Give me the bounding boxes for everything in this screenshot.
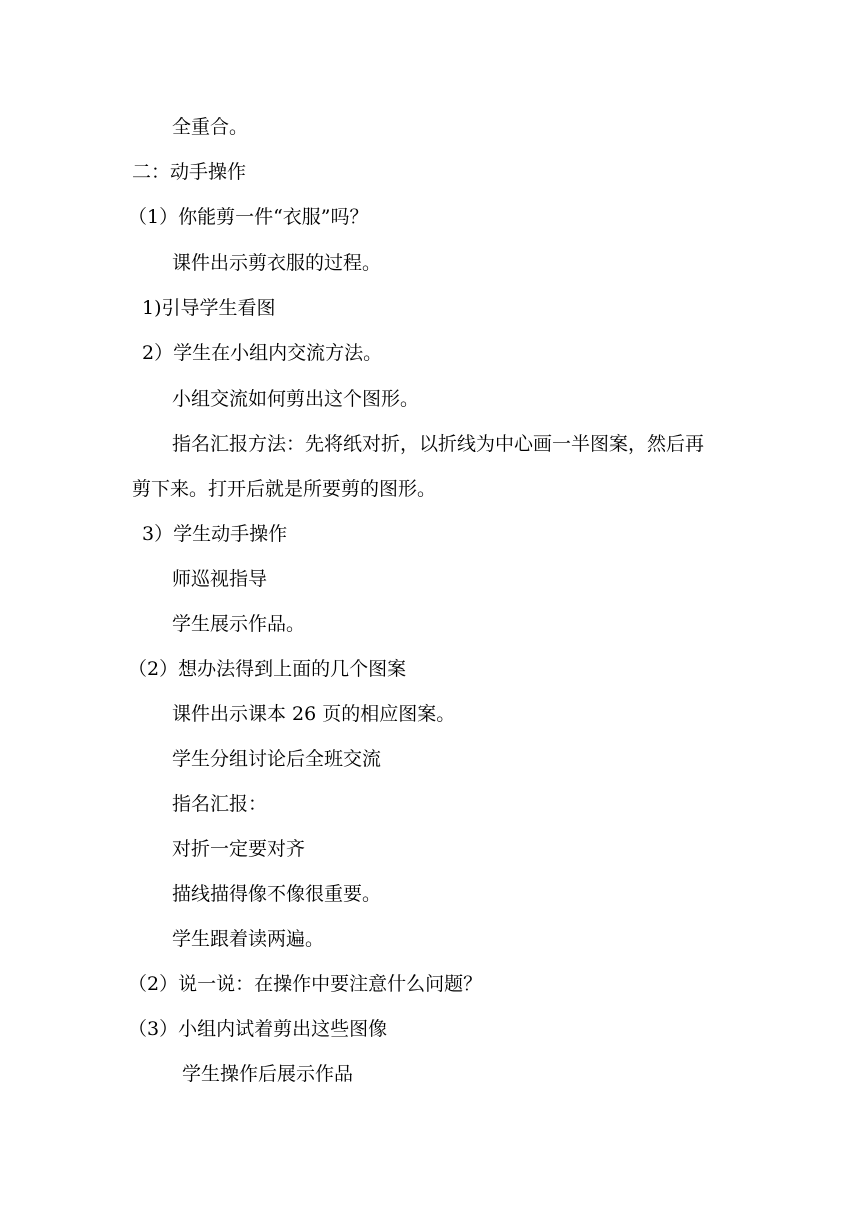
text-line-18: 描线描得像不像很重要。 [172,883,382,905]
text-line-17: 对折一定要对齐 [172,838,306,860]
text-line-13: （2）想办法得到上面的几个图案 [128,658,407,680]
text-line-22: 学生操作后展示作品 [182,1063,354,1085]
text-line-3: （1）你能剪一件“衣服”吗？ [128,206,369,228]
text-line-5: 1)引导学生看图 [142,297,276,319]
text-line-10: 3）学生动手操作 [142,523,288,545]
text-line-15: 学生分组讨论后全班交流 [172,748,382,770]
text-line-12: 学生展示作品。 [172,613,306,635]
text-line-1: 全重合。 [172,116,249,138]
text-line-14: 课件出示课本 26 页的相应图案。 [172,703,456,725]
text-line-9: 剪下来。打开后就是所要剪的图形。 [132,478,437,500]
section-heading: 二：动手操作 [132,161,247,183]
text-line-16: 指名汇报： [172,793,268,815]
text-line-11: 师巡视指导 [172,568,268,590]
text-line-8: 指名汇报方法：先将纸对折，以折线为中心画一半图案，然后再 [172,433,705,455]
text-line-6: 2）学生在小组内交流方法。 [142,342,383,364]
text-line-21: （3）小组内试着剪出这些图像 [128,1018,388,1040]
text-line-19: 学生跟着读两遍。 [172,928,325,950]
text-line-4: 课件出示剪衣服的过程。 [172,252,382,274]
text-line-20: （2）说一说：在操作中要注意什么问题？ [128,973,483,995]
text-line-7: 小组交流如何剪出这个图形。 [172,388,420,410]
